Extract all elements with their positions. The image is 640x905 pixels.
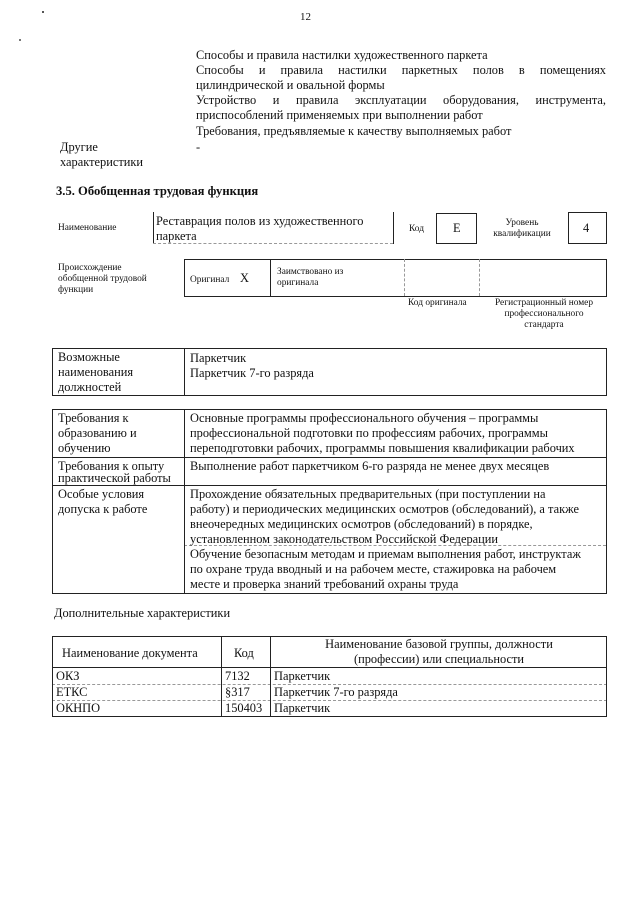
education-value: профессиональной подготовки по профессиям рабочих, программы: [190, 426, 548, 440]
code-label: Код: [409, 224, 424, 234]
knowledge-item: Способы и правила настилки паркетных полов в помещениях: [196, 63, 606, 77]
registration-caption: стандарта: [524, 320, 564, 330]
conditions-value: установленном законодательством Российской Федерации: [190, 532, 499, 546]
origin-label: обобщенной трудовой: [58, 274, 147, 284]
column-header-name: (профессии) или специальности: [353, 652, 525, 666]
name-label: Наименование: [58, 223, 117, 233]
conditions-value: по охране труда вводный и на рабочем месте, стажировка на рабочем: [190, 562, 557, 576]
original-mark: X: [240, 271, 249, 285]
conditions-value: внеочередных медицинских осмотров (обследований) в порядке,: [190, 517, 533, 531]
borrowed-label: Заимствовано из: [277, 267, 344, 277]
experience-value: Выполнение работ паркетчиком 6-го разряда не менее двух месяцев: [190, 459, 550, 473]
education-label: Требования к: [58, 411, 129, 425]
other-characteristics-label: Другие: [60, 140, 98, 154]
table-cell-document: ОКЗ: [56, 669, 80, 683]
origin-label: функции: [58, 285, 94, 295]
table-cell-name: Паркетчик 7-го разряда: [274, 685, 398, 699]
education-value: переподготовки рабочих, программы повышения квалификации рабочих: [190, 441, 575, 455]
original-code-caption: Код оригинала: [408, 298, 467, 308]
registration-caption: Регистрационный номер: [494, 298, 594, 308]
knowledge-item: приспособлений применяемых при выполнении работ: [196, 108, 483, 122]
column-header-name: Наименование базовой группы, должности: [325, 637, 553, 651]
column-header-document: Наименование документа: [62, 646, 198, 660]
table-cell-code: 7132: [225, 669, 250, 683]
education-label: образованию и: [58, 426, 137, 440]
level-label: квалификации: [493, 229, 551, 239]
conditions-label: Особые условия: [58, 487, 145, 501]
table-cell-code: 150403: [225, 701, 263, 715]
other-characteristics-value: -: [196, 140, 201, 154]
origin-label: Происхождение: [58, 263, 122, 273]
table-cell-document: ОКНПО: [56, 701, 101, 715]
conditions-value: работу) и периодических медицинских осмотров (обследований), а также: [190, 502, 579, 516]
other-characteristics-label: характеристики: [60, 155, 144, 169]
code-value: E: [453, 221, 461, 235]
scan-speck: [42, 11, 44, 13]
position-name: Паркетчик 7-го разряда: [190, 366, 314, 380]
table-cell-code: §317: [225, 685, 250, 699]
table-cell-name: Паркетчик: [274, 669, 331, 683]
function-name: Реставрация полов из художественного: [156, 214, 364, 228]
experience-label: Требования к опыту: [58, 459, 165, 473]
knowledge-item: Способы и правила настилки художественного паркета: [196, 48, 488, 62]
education-label: обучению: [58, 441, 111, 455]
knowledge-item: цилиндрической и овальной формы: [196, 78, 385, 92]
conditions-value: месте и проверка знаний требований охраны труда: [190, 577, 459, 591]
positions-label: Возможные: [58, 350, 120, 364]
positions-label: должностей: [58, 380, 122, 394]
position-name: Паркетчик: [190, 351, 247, 365]
conditions-value: Обучение безопасным методам и приемам выполнения работ, инструктаж: [190, 547, 581, 561]
additional-title: Дополнительные характеристики: [54, 606, 231, 620]
positions-label: наименования: [58, 365, 134, 379]
original-label: Оригинал: [190, 275, 230, 285]
education-value: Основные программы профессионального обучения – программы: [190, 411, 539, 425]
knowledge-item: Устройство и правила эксплуатации оборудования, инструмента,: [196, 93, 606, 107]
level-label: Уровень: [505, 218, 539, 228]
page-number: 12: [300, 11, 311, 23]
table-cell-document: ЕТКС: [56, 685, 88, 699]
registration-caption: профессионального: [504, 309, 584, 319]
table-cell-name: Паркетчик: [274, 701, 331, 715]
knowledge-item: Требования, предъявляемые к качеству выполняемых работ: [196, 124, 512, 138]
function-name: паркета: [156, 229, 197, 243]
experience-label: практической работы: [58, 471, 171, 485]
section-title: 3.5. Обобщенная трудовая функция: [56, 184, 259, 198]
conditions-value: Прохождение обязательных предварительных (при поступлении на: [190, 487, 546, 501]
scan-speck: [19, 39, 21, 41]
level-value: 4: [583, 221, 590, 235]
column-header-code: Код: [234, 646, 254, 660]
conditions-label: допуска к работе: [58, 502, 148, 516]
borrowed-label: оригинала: [277, 278, 319, 288]
